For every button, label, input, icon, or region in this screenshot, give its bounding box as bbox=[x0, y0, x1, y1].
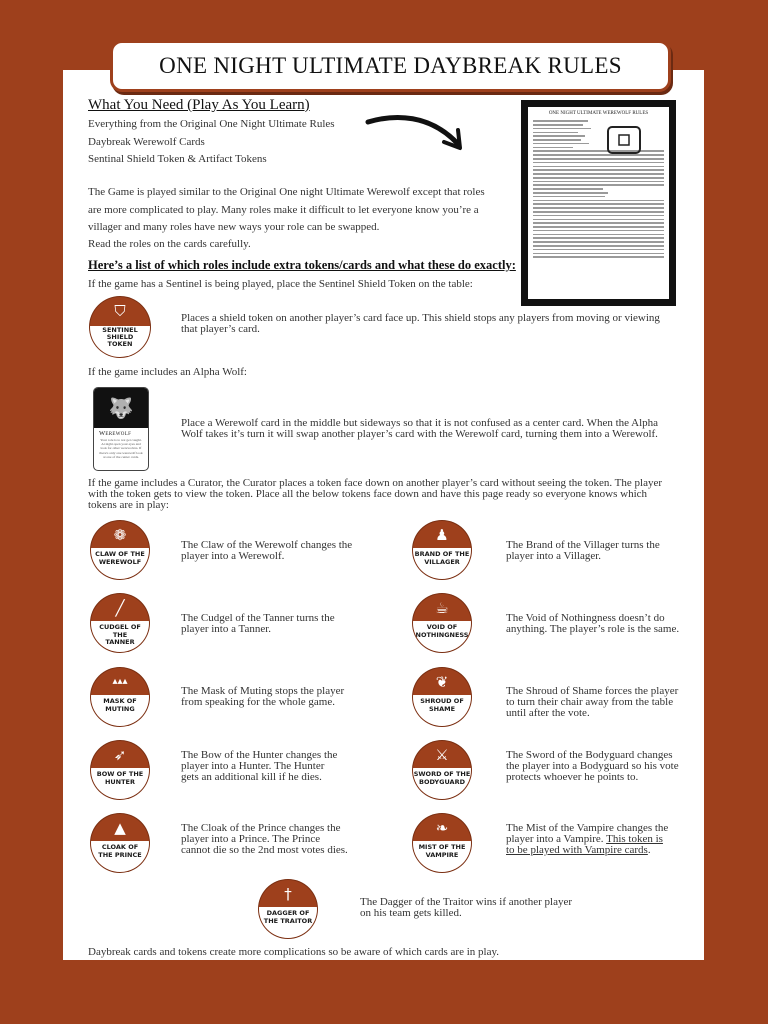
cudgel-icon: ╱ bbox=[115, 599, 125, 617]
token-label: SHIELD bbox=[106, 333, 134, 341]
mist-of-the-vampire-token: ❧ MIST OF THE VAMPIRE bbox=[413, 814, 471, 872]
teapot-icon: ☕ bbox=[435, 599, 449, 617]
claw-of-the-werewolf-token: ❁ CLAW OF THE WEREWOLF bbox=[91, 521, 149, 579]
cudgel-desc: The Cudgel of the Tanner turns the player into a Tanner. bbox=[181, 612, 335, 635]
need-item: Sentinal Shield Token & Artifact Tokens bbox=[88, 153, 267, 165]
mist-desc: The Mist of the Vampire changes the player into a Vampire. This token is to be played with Vampire cards. bbox=[506, 822, 669, 856]
curator-intro: If the game includes a Curator, the Curator places a token face down on another player’s card without seeing the token. The player with the token gets to view the token. Place all the below tokens face down and have this page ready so everyone knows which tokens are in play: bbox=[88, 477, 663, 511]
bat-icon: ❧ bbox=[435, 819, 449, 837]
sword-of-the-bodyguard-token: ⚔ SWORD OF THE BODYGUARD bbox=[413, 741, 471, 799]
brand-desc: The Brand of the Villager turns the player into a Villager. bbox=[506, 539, 660, 562]
arrow-icon bbox=[360, 104, 470, 154]
alpha-wolf-intro: If the game includes an Alpha Wolf: bbox=[88, 366, 247, 378]
paw-icon: ❁ bbox=[113, 526, 127, 544]
token-label: TOKEN bbox=[107, 340, 133, 348]
what-you-need-heading: What You Need (Play As You Learn) bbox=[88, 97, 310, 113]
bow-of-the-hunter-token: ➶ BOW OF THE HUNTER bbox=[91, 741, 149, 799]
dagger-desc: The Dagger of the Traitor wins if another player on his team gets killed. bbox=[360, 896, 572, 919]
intro-line: The Game is played similar to the Original One night Ultimate Werewolf except that roles bbox=[88, 186, 485, 198]
card-text: Your role is to not get caught. At night open your eyes and look for other werewolves. If there's only one werewolf look at one of the center cards. bbox=[99, 438, 143, 459]
mask-icon: ▴▴▴ bbox=[112, 676, 128, 687]
sentinel-desc: Places a shield token on another player’s card face up. This shield stops any players from moving or viewing that player’s card. bbox=[181, 312, 660, 335]
brand-of-the-villager-token: ♟ BRAND OF THE VILLAGER bbox=[413, 521, 471, 579]
bow-icon: ➶ bbox=[113, 746, 127, 764]
token-label: SENTINEL bbox=[102, 326, 138, 334]
dagger-icon: † bbox=[284, 885, 292, 903]
sword-desc: The Sword of the Bodyguard changes the player into a Bodyguard so his vote protects whoever he points to. bbox=[506, 749, 679, 783]
list-heading: Here’s a list of which roles include extra tokens/cards and what these do exactly: bbox=[88, 258, 516, 272]
sentinel-shield-token bbox=[90, 297, 150, 357]
need-item: Daybreak Werewolf Cards bbox=[88, 136, 205, 148]
swords-icon: ⚔ bbox=[435, 746, 449, 764]
villager-icon: ♟ bbox=[435, 526, 449, 544]
cudgel-of-the-tanner-token: ╱ CUDGEL OF THE TANNER bbox=[91, 594, 149, 652]
table-diagram-icon bbox=[604, 123, 644, 157]
intro-line: are more complicated to play. Many roles make it difficult to let everyone know you’re a bbox=[88, 204, 479, 216]
original-rules-thumbnail bbox=[521, 100, 676, 306]
dagger-of-the-traitor-token: † DAGGER OF THE TRAITOR bbox=[259, 880, 317, 938]
thumbnail-title: ONE NIGHT ULTIMATE WEREWOLF RULES bbox=[548, 111, 649, 116]
cloak-icon: ▲ bbox=[114, 819, 126, 837]
cloak-of-the-prince-token: ▲ CLOAK OF THE PRINCE bbox=[91, 814, 149, 872]
mask-of-muting-token: ▴▴▴ MASK OF MUTING bbox=[91, 668, 149, 726]
intro-line: Read the roles on the cards carefully. bbox=[88, 238, 251, 250]
sentinel-intro: If the game has a Sentinel is being played, place the Sentinel Shield Token on the table: bbox=[88, 278, 473, 290]
dog-icon: ❦ bbox=[435, 673, 449, 691]
need-item: Everything from the Original One Night Ultimate Rules bbox=[88, 118, 335, 130]
void-desc: The Void of Nothingness doesn’t do anything. The player’s role is the same. bbox=[506, 612, 680, 635]
cloak-desc: The Cloak of the Prince changes the player into a Prince. The Prince cannot die so the 2nd most votes dies. bbox=[181, 822, 348, 856]
bow-desc: The Bow of the Hunter changes the player into a Hunter. The Hunter gets an additional kill if he dies. bbox=[181, 749, 338, 783]
alpha-wolf-desc: Place a Werewolf card in the middle but sideways so that it is not confused as a center card. When the Alpha Wolf takes it’s turn it will swap another player’s card with the Werewolf card, turning them into a Werewolf. bbox=[181, 417, 659, 440]
footer-note: Daybreak cards and tokens create more complications so be aware of which cards are in play. bbox=[88, 946, 500, 958]
shield-icon: ⛉ bbox=[114, 302, 126, 320]
claw-desc: The Claw of the Werewolf changes the player into a Werewolf. bbox=[181, 539, 353, 562]
intro-line: villager and many roles have new ways your role can be swapped. bbox=[88, 221, 380, 233]
shroud-of-shame-token: ❦ SHROUD OF SHAME bbox=[413, 668, 471, 726]
wolf-icon: 🐺 bbox=[94, 388, 148, 428]
page-title: ONE NIGHT ULTIMATE DAYBREAK RULES bbox=[110, 40, 671, 92]
shroud-desc: The Shroud of Shame forces the player to turn their chair away from the table until after the vote. bbox=[506, 685, 679, 719]
void-of-nothingness-token: ☕ VOID OF NOTHINGNESS bbox=[413, 594, 471, 652]
mask-desc: The Mask of Muting stops the player from speaking for the whole game. bbox=[181, 685, 345, 708]
werewolf-card bbox=[93, 387, 149, 471]
card-name: Werewolf bbox=[99, 430, 132, 437]
